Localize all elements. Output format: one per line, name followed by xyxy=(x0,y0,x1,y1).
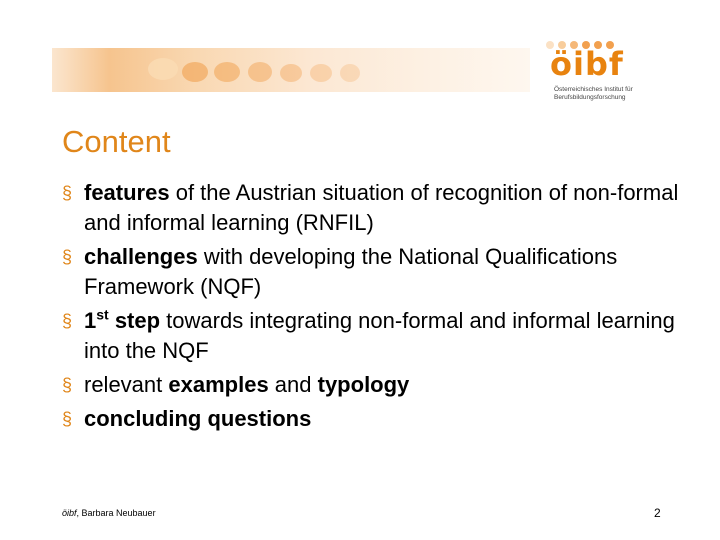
list-item: § relevant examples and typology xyxy=(62,370,682,400)
banner-blob xyxy=(280,64,302,82)
header-banner xyxy=(52,48,530,92)
slide-title: Content xyxy=(62,124,171,159)
list-item: § challenges with developing the National Qualifications Framework (NQF) xyxy=(62,244,618,299)
banner-blob xyxy=(248,62,272,82)
banner-blob xyxy=(310,64,332,82)
banner-blob xyxy=(182,62,208,82)
list-item: § concluding questions xyxy=(62,404,682,434)
banner-blob xyxy=(148,58,178,80)
logo-wordmark: öibf xyxy=(550,45,624,83)
footer-credit: öibf, Barbara Neubauer xyxy=(62,508,156,518)
section-sign-icon: § xyxy=(62,183,73,203)
list-item: § 1st step towards integrating non-formal and informal learning into the NQF xyxy=(62,306,675,363)
banner-blob xyxy=(340,64,360,82)
page-number: 2 xyxy=(654,506,661,520)
section-sign-icon: § xyxy=(62,409,73,429)
list-item: § features of the Austrian situation of recognition of non-formal and informal learning (RNFIL) xyxy=(62,180,679,235)
section-sign-icon: § xyxy=(62,247,73,267)
banner-blob xyxy=(214,62,240,82)
oibf-logo xyxy=(540,40,690,110)
section-sign-icon: § xyxy=(62,311,73,331)
section-sign-icon: § xyxy=(62,375,73,395)
logo-subtitle: Österreichisches Institut für Berufsbildungsforschung xyxy=(554,86,633,101)
bullet-list xyxy=(62,178,682,438)
